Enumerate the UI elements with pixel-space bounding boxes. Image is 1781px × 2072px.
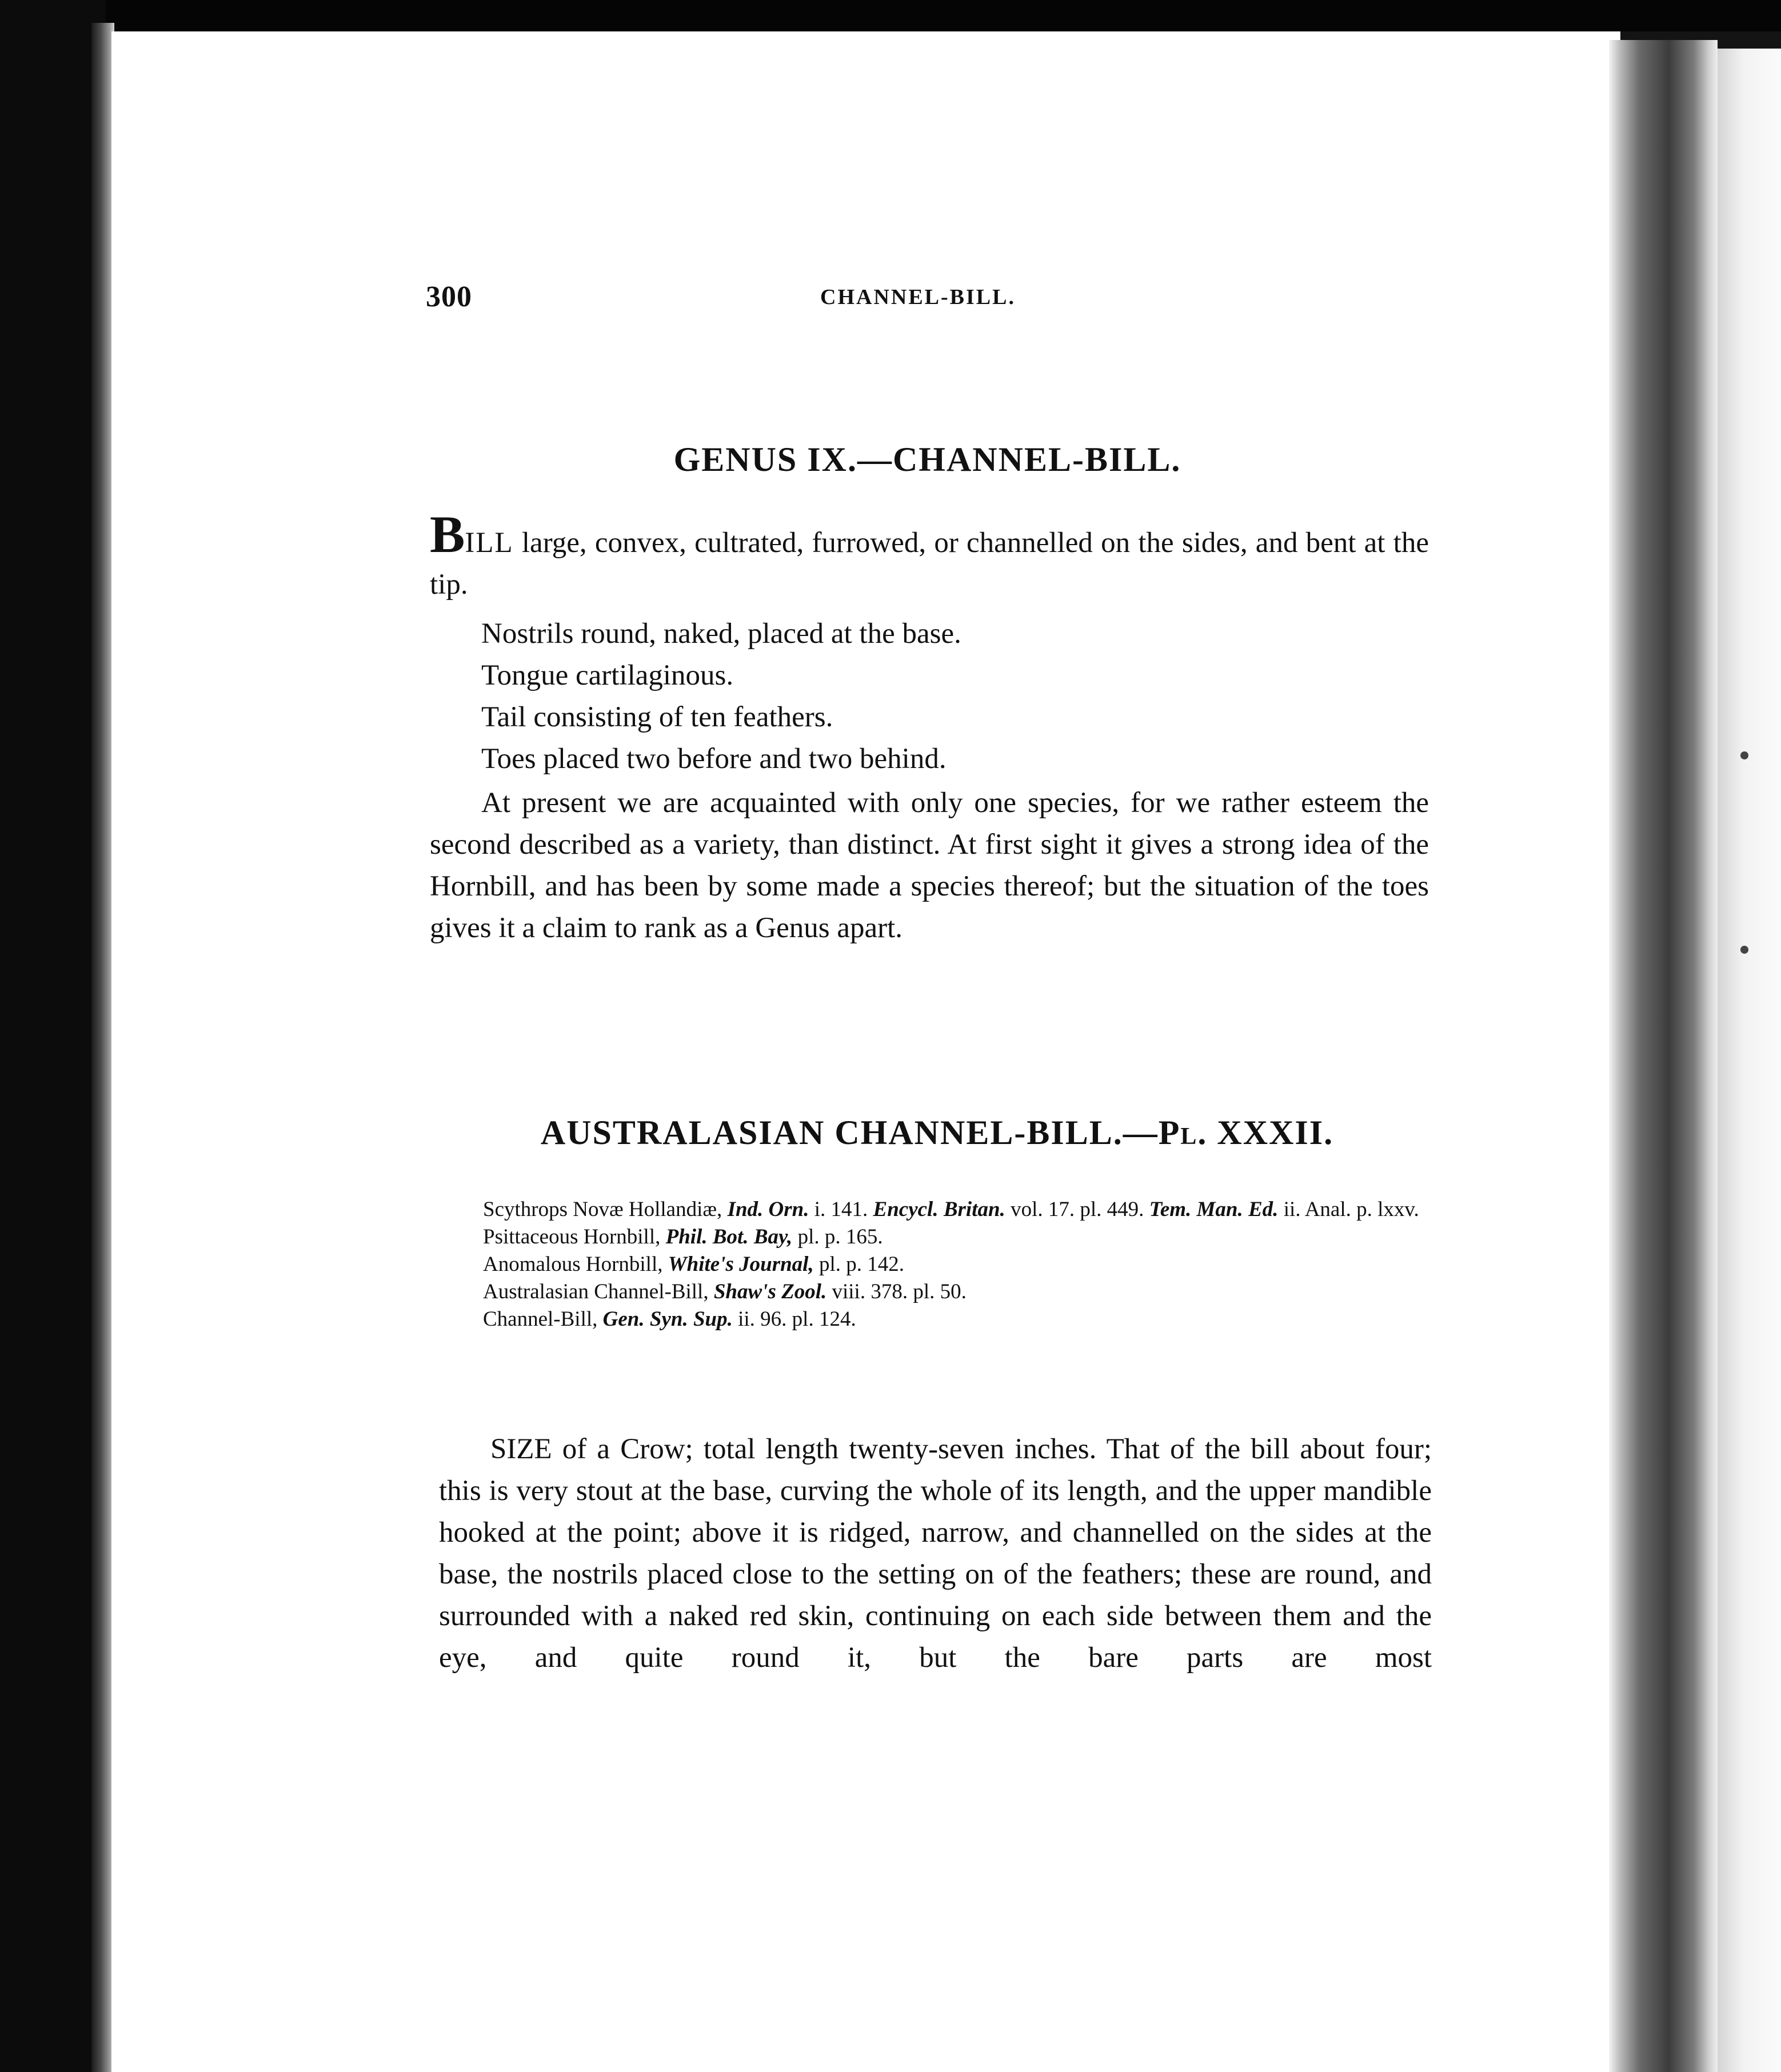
species-title: AUSTRALASIAN CHANNEL-BILL.— bbox=[540, 1114, 1159, 1151]
character-item: Nostrils round, naked, placed at the base. bbox=[481, 618, 961, 650]
book-gutter bbox=[1609, 40, 1718, 2072]
genus-heading: GENUS IX.—CHANNEL-BILL. bbox=[673, 441, 1181, 478]
running-title: CHANNEL-BILL. bbox=[820, 285, 1016, 309]
character-item: Tongue cartilaginous. bbox=[481, 659, 734, 691]
description-lead: SIZE bbox=[490, 1433, 552, 1465]
facing-page-edge bbox=[1718, 49, 1781, 2072]
description-text: of a Crow; total length twenty-seven inches. That of the bill about four; this is very stout at the base, curving the whole of its length, and the upper mandible hooked at the point; above it is ridged, narrow, and channelled on the sides at the base, the nostrils placed close to the setting on of the feathers; these are round, and surrounded with a naked red skin, continuing on each side between them and the eye, and quite round it, but the bare parts are most bbox=[439, 1433, 1432, 1674]
plate-reference: Pl. XXXII. bbox=[1158, 1114, 1334, 1151]
character-item: Toes placed two before and two behind. bbox=[481, 743, 947, 775]
binding-mark bbox=[1740, 751, 1748, 759]
book-page bbox=[111, 31, 1620, 2072]
synonymy-list bbox=[483, 1196, 1429, 1333]
synonym-entry: Scythrops Novæ Hollandiæ, Ind. Orn. i. 141. Encycl. Britan. vol. 17. pl. 449. Tem. Man. Ed. ii. Anal. p. lxxv. bbox=[483, 1198, 1419, 1221]
species-heading bbox=[436, 1113, 1439, 1153]
scan-top-border bbox=[0, 0, 1781, 31]
genus-characters bbox=[481, 613, 961, 780]
lead-word: ILL bbox=[465, 527, 514, 559]
synonym-entry: Psittaceous Hornbill, Phil. Bot. Bay, pl. p. 165. bbox=[483, 1225, 883, 1249]
genus-definition bbox=[430, 505, 1429, 606]
scan-left-border bbox=[0, 0, 106, 2072]
page-number: 300 bbox=[426, 281, 472, 313]
binding-mark bbox=[1740, 946, 1748, 954]
genus-remark: At present we are acquainted with only one species, for we rather esteem the second described as a variety, than distinct. At first sight it gives a strong idea of the Hornbill, and has been by some made a species thereof; but the situation of the toes gives it a claim to rank as a Genus apart. bbox=[430, 787, 1429, 944]
page-edge-shadow bbox=[91, 23, 114, 2072]
definition-text: large, convex, cultrated, furrowed, or channelled on the sides, and bent at the tip. bbox=[430, 527, 1429, 601]
running-head bbox=[426, 280, 1437, 320]
species-description bbox=[439, 1429, 1432, 1679]
synonym-entry: Channel-Bill, Gen. Syn. Sup. ii. 96. pl. 124. bbox=[483, 1307, 856, 1331]
drop-cap: B bbox=[430, 505, 465, 563]
character-item: Tail consisting of ten feathers. bbox=[481, 701, 833, 733]
synonym-entry: Anomalous Hornbill, White's Journal, pl. p. 142. bbox=[483, 1253, 904, 1276]
synonym-entry: Australasian Channel-Bill, Shaw's Zool. viii. 378. pl. 50. bbox=[483, 1280, 967, 1303]
